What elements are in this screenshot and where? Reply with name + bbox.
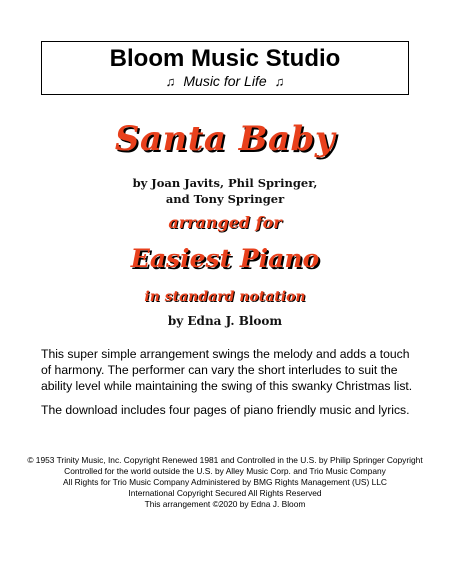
tagline-row	[42, 73, 408, 89]
download-info: The download includes four pages of piano friendly music and lyrics.	[41, 403, 410, 417]
difficulty-level: Easiest Piano	[130, 244, 320, 273]
copyright-line: © 1953 Trinity Music, Inc. Copyright Renewed 1981 and Controlled in the U.S. by Philip Springer Copyright	[27, 455, 423, 465]
copyright-line: This arrangement ©2020 by Edna J. Bloom	[144, 499, 306, 509]
arranged-for-label: arranged for	[168, 213, 282, 232]
music-note-icon: ♫	[165, 73, 176, 89]
description-paragraph: This super simple arrangement swings the melody and adds a touch of harmony. The performer can vary the short interludes to suit the ability level while maintaining the swing of this swanky Christmas list.	[41, 347, 413, 393]
copyright-notice	[0, 455, 450, 510]
composer-credits-line2: and Tony Springer	[165, 192, 285, 206]
composer-credits	[0, 175, 450, 207]
copyright-line: All Rights for Trio Music Company Administered by BMG Rights Management (US) LLC	[63, 477, 387, 487]
studio-header-box	[41, 41, 409, 95]
arranger-credit: by Edna J. Bloom	[167, 314, 283, 328]
studio-name: Bloom Music Studio	[109, 45, 341, 72]
composer-credits-line1: by Joan Javits, Phil Springer,	[132, 176, 318, 190]
song-title: Santa Baby	[114, 119, 336, 159]
tagline: Music for Life	[183, 73, 267, 89]
notation-label: in standard notation	[144, 289, 306, 305]
copyright-line: International Copyright Secured All Rights Reserved	[128, 488, 322, 498]
music-note-icon: ♫	[274, 73, 285, 89]
copyright-line: Controlled for the world outside the U.S. by Alley Music Corp. and Trio Music Company	[64, 466, 386, 476]
